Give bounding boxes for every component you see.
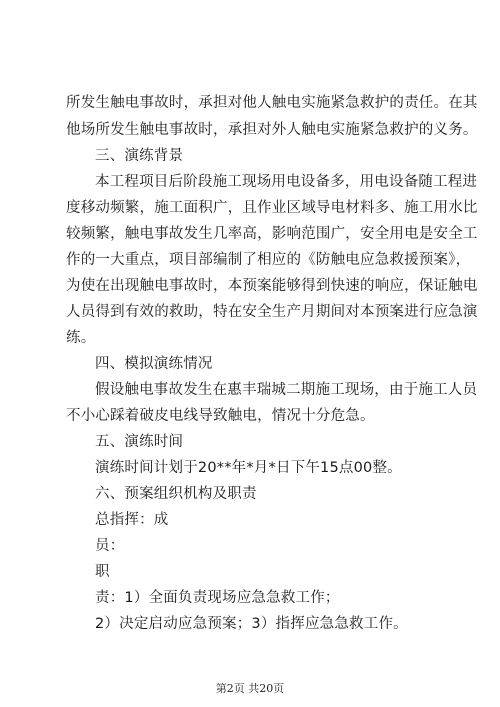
- section-heading: 六、预案组织机构及职责: [95, 486, 257, 502]
- body-text-line: 所发生触电事故时，承担对他人触电实施紧急救护的责任。在其: [66, 95, 478, 111]
- page-number-footer: 第2页 共20页: [215, 682, 285, 695]
- body-text-line: 责：1）全面负责现场应急急救工作；: [95, 590, 340, 606]
- body-text-line: 较频繁，触电事故发生几率高，影响范围广，安全用电是安全工: [66, 226, 478, 242]
- body-text-line: 练。: [66, 330, 96, 346]
- body-text-line: 2）决定启动应急预案；3）指挥应急急救工作。: [95, 616, 408, 632]
- body-text-line: 演练时间计划于20**年*月*日下午15点00整。: [95, 460, 402, 476]
- section-heading: 五、演练时间: [95, 434, 184, 450]
- body-text-line: 本工程项目后阶段施工现场用电设备多，用电设备随工程进: [95, 174, 478, 190]
- body-text-line: 度移动频繁，施工面积广，且作业区域导电材料多、施工用水比: [66, 200, 478, 216]
- body-text-line: 人员得到有效的救助，特在安全生产月期间对本预案进行应急演: [66, 304, 478, 320]
- section-heading: 四、模拟演练情况: [95, 356, 213, 372]
- body-text-line: 不小心踩着破皮电线导致触电，情况十分危急。: [66, 408, 375, 424]
- body-text-line: 员：: [95, 538, 125, 554]
- body-text-line: 总指挥：成: [95, 512, 169, 528]
- body-text-line: 他场所发生触电事故时，承担对外人触电实施紧急救护的义务。: [66, 122, 478, 138]
- section-heading: 三、演练背景: [95, 148, 184, 164]
- body-text-line: 假设触电事故发生在惠丰瑞城二期施工现场，由于施工人员: [95, 382, 478, 398]
- body-text-line: 作的一大重点，项目部编制了相应的《防触电应急救援预案》，: [66, 252, 471, 268]
- body-text-line: 为使在出现触电事故时，本预案能够得到快速的响应，保证触电: [66, 278, 478, 294]
- body-text-line: 职: [95, 564, 110, 580]
